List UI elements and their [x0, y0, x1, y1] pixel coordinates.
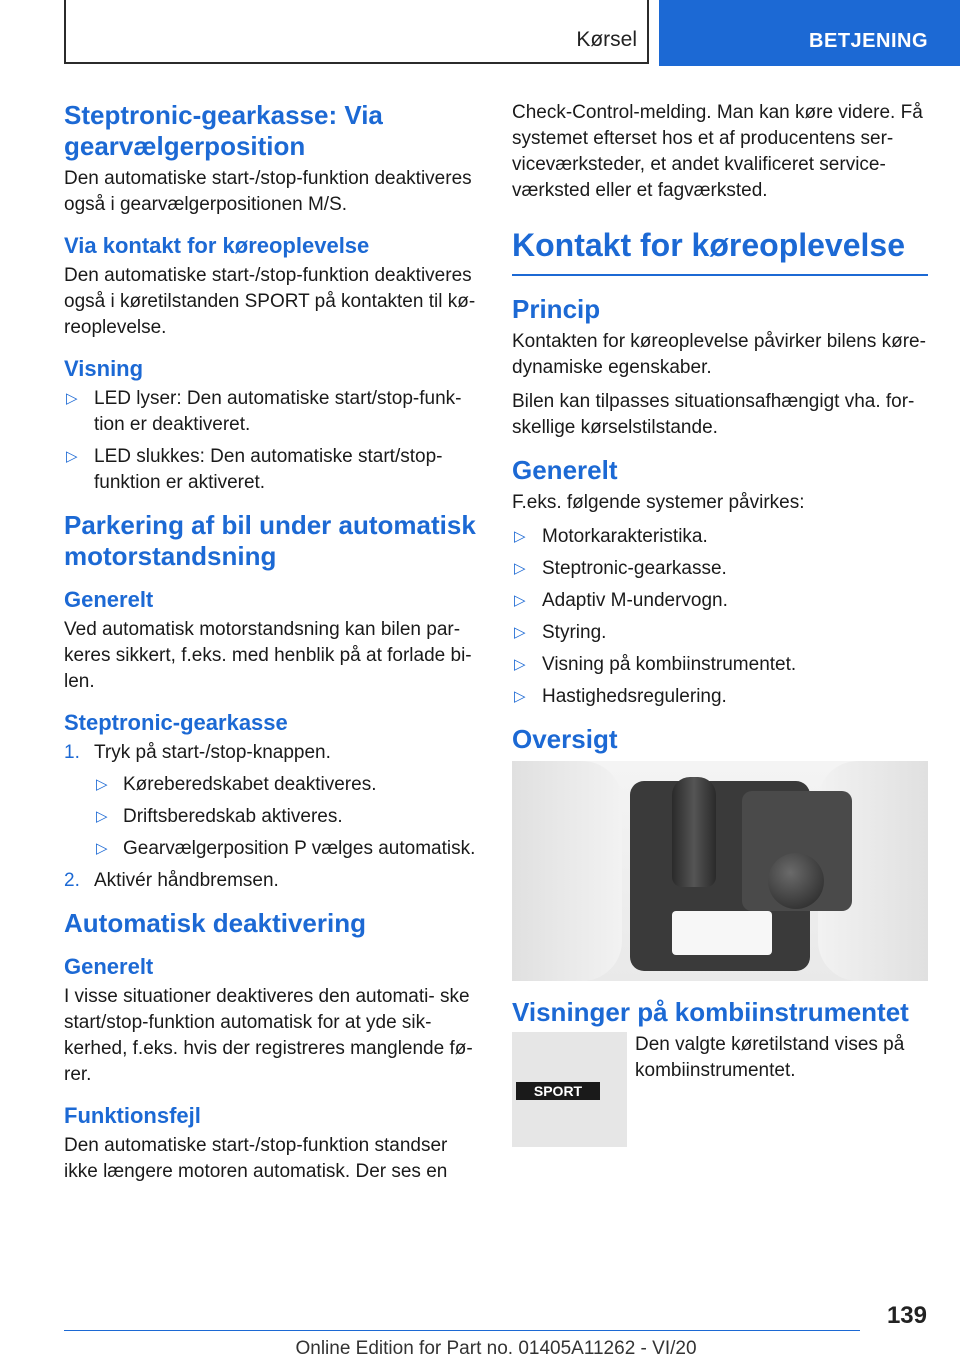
bullet-triangle-icon: ▷ — [96, 808, 108, 825]
para-via-kontakt: Den automatiske start-/stop-funktion deaktiveres også i køretilstanden SPORT på kontakten til kø- reoplevelse. — [64, 265, 476, 338]
list-item-text: Køreberedskabet deaktiveres. — [123, 774, 377, 795]
heading-generelt: Generelt — [512, 455, 618, 485]
step-number: 1. — [64, 742, 80, 763]
left-column — [64, 100, 480, 1193]
para-princip-1: Kontakten for køreoplevelse påvirker bilens køre- dynamiske egenskaber. — [512, 331, 926, 378]
list-item-text: Adaptiv M-undervogn. — [542, 590, 728, 611]
para-steptronic-via: Den automatiske start-/stop-funktion deaktiveres også i gearvælgerpositionen M/S. — [64, 168, 472, 215]
heading-kontakt-koereoplevelse: Kontakt for køreoplevelse — [512, 226, 928, 276]
storage-tray — [672, 911, 772, 955]
heading-via-kontakt: Via kontakt for køreoplevelse — [64, 233, 370, 258]
right-column — [512, 100, 928, 1152]
heading-parkering: Parkering af bil under automatisk motorstandsning — [64, 510, 476, 571]
bullet-triangle-icon: ▷ — [66, 390, 78, 407]
list-item — [512, 684, 928, 710]
bullet-triangle-icon: ▷ — [96, 840, 108, 857]
para-funktionsfejl: Den automatiske start-/stop-funktion standser ikke længere motoren automatisk. Der ses en — [64, 1135, 448, 1182]
list-item-text: LED lyser: Den automatiske start/stop-funk- tion er deaktiveret. — [94, 388, 462, 435]
list-item-text: Driftsberedskab aktiveres. — [123, 806, 343, 827]
header-chapter-tab — [659, 0, 960, 66]
seat-left — [512, 761, 622, 981]
para-generelt-2: I visse situationer deaktiveres den automati- ske start/stop-funktion automatisk for at yde sik- kerhed, f.eks. hvis der registreres manglende fø- rer. — [64, 986, 473, 1085]
sport-mode-label: SPORT — [516, 1082, 600, 1100]
bullet-triangle-icon: ▷ — [514, 624, 526, 641]
list-item-text: Gearvælgerposition P vælges automatisk. — [123, 838, 476, 859]
bullet-triangle-icon: ▷ — [96, 776, 108, 793]
step-1 — [64, 740, 480, 766]
list-item — [64, 444, 480, 496]
heading-generelt-1: Generelt — [64, 587, 154, 612]
list-item — [512, 524, 928, 550]
bullet-triangle-icon: ▷ — [514, 528, 526, 545]
list-item — [512, 556, 928, 582]
list-item — [64, 804, 480, 830]
list-item-text: Styring. — [542, 622, 607, 643]
list-item-text: Hastighedsregulering. — [542, 686, 727, 707]
visninger-block — [512, 1032, 928, 1152]
list-item-text: LED slukkes: Den automatiske start/stop- funktion er aktiveret. — [94, 446, 443, 493]
bullet-triangle-icon: ▷ — [514, 688, 526, 705]
header-chapter-title: BETJENING — [809, 30, 928, 52]
heading-auto-deaktivering: Automatisk deaktivering — [64, 908, 366, 938]
heading-visninger: Visninger på kombiinstrumentet — [512, 997, 909, 1027]
footer-divider — [64, 1330, 860, 1331]
list-item — [512, 652, 928, 678]
para-visninger: Den valgte køretilstand vises på kombiinstrumentet. — [635, 1034, 905, 1081]
step-text: Aktivér håndbremsen. — [94, 870, 279, 891]
heading-oversigt: Oversigt — [512, 724, 618, 754]
step-2 — [64, 868, 480, 894]
list-item — [512, 588, 928, 614]
heading-generelt-2: Generelt — [64, 954, 154, 979]
gear-selector-icon — [672, 777, 716, 887]
footer-edition: Online Edition for Part no. 01405A11262 - VI/20 — [295, 1338, 697, 1359]
bullet-triangle-icon: ▷ — [66, 448, 78, 465]
step-number: 2. — [64, 870, 80, 891]
list-item-text: Visning på kombiinstrumentet. — [542, 654, 797, 675]
header-section-title: Kørsel — [576, 28, 637, 51]
list-item — [64, 772, 480, 798]
list-item-text: Motorkarakteristika. — [542, 526, 708, 547]
page-number: 139 — [886, 1302, 927, 1329]
list-item — [512, 620, 928, 646]
list-item-text: Steptronic-gearkasse. — [542, 558, 727, 579]
heading-steptronic-via: Steptronic-gearkasse: Via gearvælgerposition — [64, 100, 383, 161]
bullet-triangle-icon: ▷ — [514, 560, 526, 577]
header-section-box — [64, 0, 649, 64]
para-generelt-1: Ved automatisk motorstandsning kan bilen par- keres sikkert, f.eks. med henblik på at forlade bi- len. — [64, 619, 472, 692]
heading-funktionsfejl: Funktionsfejl — [64, 1103, 201, 1128]
controller-knob-icon — [768, 853, 824, 909]
heading-princip: Princip — [512, 294, 601, 324]
list-item — [64, 386, 480, 438]
bullet-triangle-icon: ▷ — [514, 592, 526, 609]
heading-steptronic: Steptronic-gearkasse — [64, 710, 288, 735]
para-continued: Check-Control-melding. Man kan køre videre. Få systemet efterset hos et af producentens ser- viceværksteder, et andet kvalificeret service- værksted eller et fagværksted. — [512, 102, 923, 201]
step-text: Tryk på start-/stop-knappen. — [94, 742, 331, 763]
heading-visning: Visning — [64, 356, 144, 381]
para-generelt: F.eks. følgende systemer påvirkes: — [512, 492, 805, 513]
para-princip-2: Bilen kan tilpasses situationsafhængigt vha. for- skellige kørselstilstande. — [512, 391, 915, 438]
sport-display-image — [512, 1032, 627, 1147]
list-item — [64, 836, 480, 862]
bullet-triangle-icon: ▷ — [514, 656, 526, 673]
center-console-image — [512, 761, 928, 981]
